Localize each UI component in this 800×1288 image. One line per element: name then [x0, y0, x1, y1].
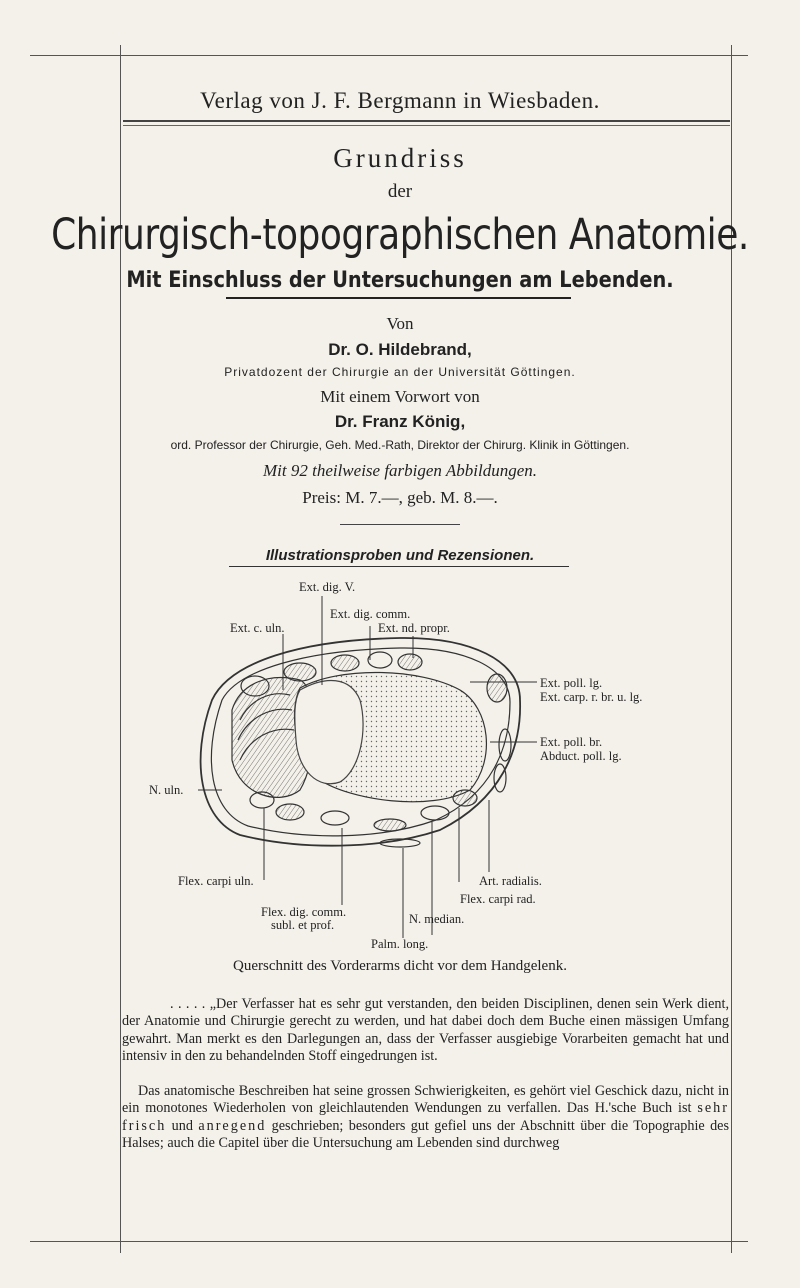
review-paragraph-1: . . . . . „Der Verfasser hat es sehr gut verstanden, den beiden Disciplinen, denen sein Werk dient, der Anatomie und Chirurgie gerecht zu werden, und hat dabei doch dem Buche einen mässigen Umfang gewahrt. Man merkt es den Darlegungen an, dass der Verfasser ausgiebige Vorarbeiten gemacht hat und intensiv in den zu behandelnden Stoff eingedrungen ist. — [122, 996, 729, 1064]
review-paragraph-2 — [122, 1083, 729, 1152]
label-ext-poll-lg: Ext. poll. lg. — [540, 676, 603, 690]
review-text: und — [166, 1117, 199, 1134]
label-ext-poll-br: Ext. poll. br. — [540, 735, 603, 749]
label-flex-carpi-rad: Flex. carpi rad. — [460, 892, 536, 906]
label-flex-carpi-uln: Flex. carpi uln. — [178, 874, 254, 888]
foreword-author: Dr. Franz König, — [334, 412, 466, 431]
label-art-radialis: Art. radialis. — [479, 874, 542, 888]
book-title: Chirurgisch-topographischen Anatomie. — [51, 210, 749, 260]
label-ext-nd-propr: Ext. nd. propr. — [378, 621, 450, 635]
label-palm-long: Palm. long. — [371, 937, 429, 951]
label-abduct-poll-lg: Abduct. poll. lg. — [540, 749, 622, 763]
review-text: geschrieben; besonders gut gefiel uns der Abschnitt über die Topographie des Halses; auch die Capitel über die Untersuchung am Lebenden sind durchweg — [122, 1117, 729, 1151]
label-flex-dig-comm: Flex. dig. comm. — [261, 905, 347, 919]
illustrations-note: Mit 92 theilweise farbigen Abbildungen. — [262, 461, 538, 480]
author-affiliation: Privatdozent der Chirurgie an der Universität Göttingen. — [224, 365, 576, 379]
section-heading: Illustrationsproben und Rezensionen. — [265, 547, 535, 564]
figure-caption: Querschnitt des Vorderarms dicht vor dem Handgelenk. — [233, 958, 567, 974]
label-subl-et-prof: subl. et prof. — [271, 918, 335, 932]
publisher-line: Verlag von J. F. Bergmann in Wiesbaden. — [200, 88, 600, 113]
label-ext-c-uln: Ext. c. uln. — [230, 621, 285, 635]
foreword-affiliation: ord. Professor der Chirurgie, Geh. Med.-Rath, Direktor der Chirurg. Klinik in Göttingen. — [170, 438, 630, 452]
title-grundriss: Grundriss — [333, 143, 467, 173]
emphasis-text: sehr frisch — [122, 1100, 729, 1134]
title-der: der — [387, 181, 413, 202]
emphasis-text: anregend — [198, 1117, 267, 1134]
price-line: Preis: M. 7.—, geb. M. 8.—. — [302, 488, 498, 507]
label-ext-dig-comm: Ext. dig. comm. — [330, 607, 411, 621]
by-line: Von — [386, 314, 414, 333]
review-text: Das anatomische Beschreiben hat seine grossen Schwierigkeiten, es gehört viel Geschick dazu, nicht in ein monotones Wiederholen von gleichlautenden Wendungen zu verfallen. Das H.'sche Buch ist — [122, 1083, 729, 1117]
label-n-median: N. median. — [409, 912, 465, 926]
label-ext-carp-r-br-u-lg: Ext. carp. r. br. u. lg. — [540, 690, 643, 704]
book-subtitle: Mit Einschluss der Untersuchungen am Lebenden. — [126, 268, 674, 293]
author-name: Dr. O. Hildebrand, — [328, 340, 472, 359]
foreword-line: Mit einem Vorwort von — [320, 387, 480, 406]
label-ext-dig-v: Ext. dig. V. — [299, 580, 356, 594]
label-n-uln: N. uln. — [149, 783, 184, 797]
